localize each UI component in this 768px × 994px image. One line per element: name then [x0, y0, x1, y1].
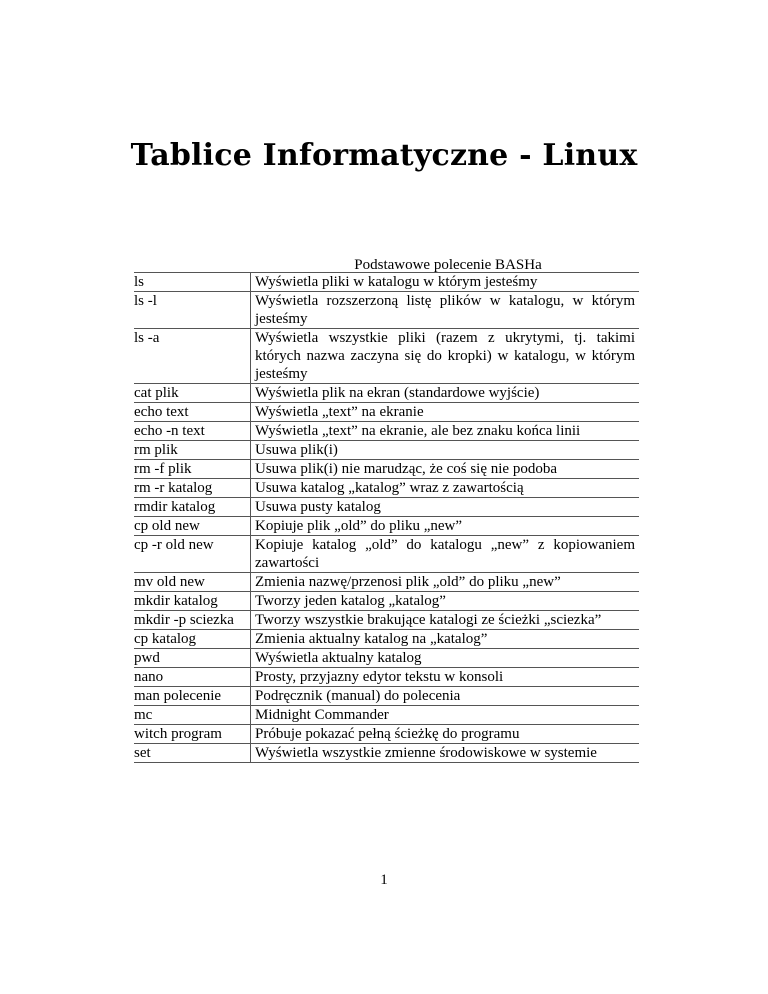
description-cell: Wyświetla „text” na ekranie: [251, 403, 640, 422]
command-cell: pwd: [134, 649, 251, 668]
table-row: [134, 649, 639, 668]
description-cell: Podręcznik (manual) do polecenia: [251, 687, 640, 706]
table-row: [134, 329, 639, 384]
table-row: [134, 573, 639, 592]
table-row: [134, 687, 639, 706]
description-cell: Wyświetla pliki w katalogu w którym jesteśmy: [251, 273, 640, 292]
description-cell: Wyświetla rozszerzoną listę plików w katalogu, w którym jesteśmy: [251, 292, 640, 329]
table-row: [134, 441, 639, 460]
description-cell: Wyświetla wszystkie pliki (razem z ukrytymi, tj. takimi których nazwa zaczyna się do kropki) w katalogu, w którym jesteśmy: [251, 329, 640, 384]
description-cell: Wyświetla aktualny katalog: [251, 649, 640, 668]
page-number: 1: [380, 872, 388, 888]
table-body: [134, 273, 639, 763]
command-cell: ls -a: [134, 329, 251, 384]
description-cell: Usuwa plik(i): [251, 441, 640, 460]
table-row: [134, 273, 639, 292]
table-row: [134, 592, 639, 611]
description-cell: Tworzy jeden katalog „katalog”: [251, 592, 640, 611]
table-row: [134, 630, 639, 649]
table-row: [134, 725, 639, 744]
table-row: [134, 460, 639, 479]
command-cell: rm -f plik: [134, 460, 251, 479]
command-cell: witch program: [134, 725, 251, 744]
document-title: Tablice Informatyczne - Linux: [130, 138, 638, 173]
command-cell: man polecenie: [134, 687, 251, 706]
command-cell: cp old new: [134, 517, 251, 536]
description-cell: Usuwa plik(i) nie marudząc, że coś się nie podoba: [251, 460, 640, 479]
command-cell: mkdir katalog: [134, 592, 251, 611]
command-cell: mkdir -p sciezka: [134, 611, 251, 630]
description-cell: Wyświetla wszystkie zmienne środowiskowe w systemie: [251, 744, 640, 763]
description-cell: Próbuje pokazać pełną ścieżkę do programu: [251, 725, 640, 744]
table-row: [134, 611, 639, 630]
description-cell: Tworzy wszystkie brakujące katalogi ze ścieżki „sciezka”: [251, 611, 640, 630]
table-caption: Podstawowe polecenie BASHa: [354, 257, 542, 273]
table-row: [134, 536, 639, 573]
description-cell: Usuwa katalog „katalog” wraz z zawartością: [251, 479, 640, 498]
table-row: [134, 403, 639, 422]
table-row: [134, 384, 639, 403]
table-row: [134, 744, 639, 763]
command-cell: echo text: [134, 403, 251, 422]
table-row: [134, 422, 639, 441]
command-cell: rmdir katalog: [134, 498, 251, 517]
table-row: [134, 479, 639, 498]
command-cell: mc: [134, 706, 251, 725]
command-cell: cp katalog: [134, 630, 251, 649]
command-cell: cat plik: [134, 384, 251, 403]
command-cell: nano: [134, 668, 251, 687]
description-cell: Zmienia aktualny katalog na „katalog”: [251, 630, 640, 649]
command-cell: ls -l: [134, 292, 251, 329]
command-cell: cp -r old new: [134, 536, 251, 573]
description-cell: Wyświetla „text” na ekranie, ale bez znaku końca linii: [251, 422, 640, 441]
description-cell: Usuwa pusty katalog: [251, 498, 640, 517]
description-cell: Zmienia nazwę/przenosi plik „old” do pliku „new”: [251, 573, 640, 592]
table-row: [134, 706, 639, 725]
table-row: [134, 668, 639, 687]
description-cell: Kopiuje plik „old” do pliku „new”: [251, 517, 640, 536]
command-cell: ls: [134, 273, 251, 292]
table-row: [134, 292, 639, 329]
description-cell: Wyświetla plik na ekran (standardowe wyjście): [251, 384, 640, 403]
bash-commands-table: [134, 272, 639, 763]
description-cell: Prosty, przyjazny edytor tekstu w konsoli: [251, 668, 640, 687]
description-cell: Kopiuje katalog „old” do katalogu „new” z kopiowaniem zawartości: [251, 536, 640, 573]
table-row: [134, 517, 639, 536]
command-cell: rm plik: [134, 441, 251, 460]
command-cell: echo -n text: [134, 422, 251, 441]
command-cell: set: [134, 744, 251, 763]
command-cell: rm -r katalog: [134, 479, 251, 498]
description-cell: Midnight Commander: [251, 706, 640, 725]
command-cell: mv old new: [134, 573, 251, 592]
table-row: [134, 498, 639, 517]
